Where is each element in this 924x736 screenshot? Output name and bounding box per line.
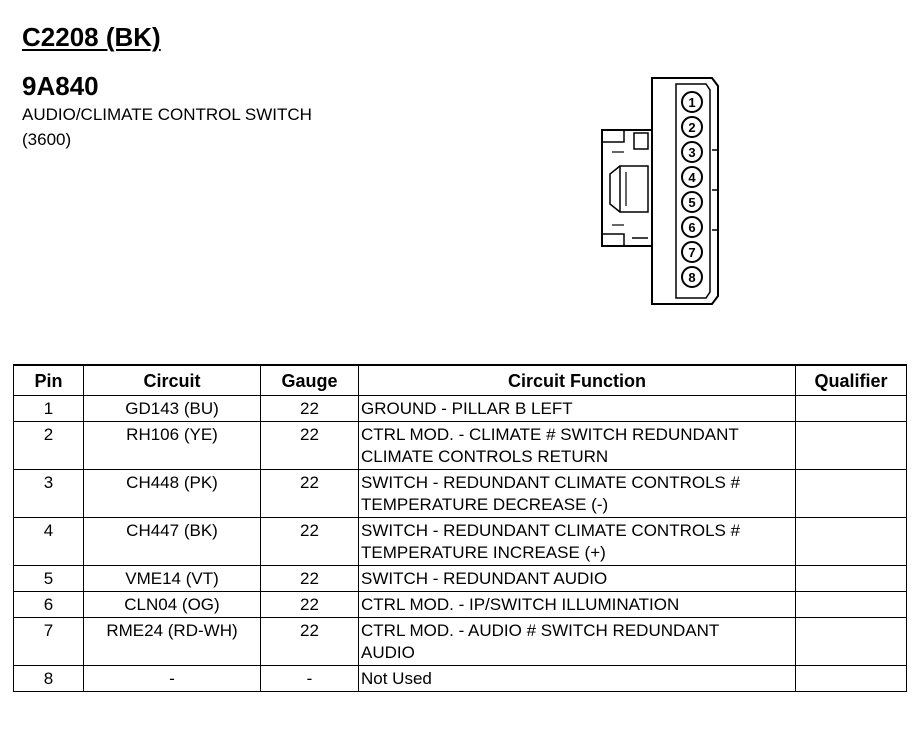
function-cell [359, 666, 796, 692]
pin-4-label: 4 [688, 170, 696, 185]
pin-cell: 3 [14, 470, 84, 518]
function-cell [359, 618, 796, 666]
table-header-row [14, 365, 907, 396]
column-header-qualifier: Qualifier [796, 365, 907, 396]
function-line: Not Used [361, 669, 432, 688]
connector-face-drawing [590, 70, 730, 310]
qualifier-cell [796, 470, 907, 518]
function-cell [359, 518, 796, 566]
qualifier-cell [796, 566, 907, 592]
gauge-cell: 22 [261, 618, 359, 666]
pin-1-marker [682, 92, 702, 112]
circuit-cell: CLN04 (OG) [84, 592, 261, 618]
function-line: GROUND - PILLAR B LEFT [361, 399, 573, 418]
function-line: CTRL MOD. - AUDIO # SWITCH REDUNDANT [361, 621, 720, 640]
function-line: SWITCH - REDUNDANT CLIMATE CONTROLS # [361, 521, 741, 540]
pin-7-marker [682, 242, 702, 262]
function-cell [359, 422, 796, 470]
circuit-cell: CH447 (BK) [84, 518, 261, 566]
function-line: TEMPERATURE DECREASE (-) [361, 495, 609, 514]
circuit-cell: RME24 (RD-WH) [84, 618, 261, 666]
pin-cell: 1 [14, 396, 84, 422]
column-header-pin: Pin [14, 365, 84, 396]
pinout-table [13, 364, 907, 692]
function-cell [359, 396, 796, 422]
pin-cell: 8 [14, 666, 84, 692]
component-name: AUDIO/CLIMATE CONTROL SWITCH [22, 105, 312, 124]
pin-cell: 7 [14, 618, 84, 666]
pin-cell: 6 [14, 592, 84, 618]
circuit-cell: - [84, 666, 261, 692]
qualifier-cell [796, 396, 907, 422]
gauge-cell: 22 [261, 592, 359, 618]
qualifier-cell [796, 518, 907, 566]
pin-8-label: 8 [688, 270, 696, 285]
function-cell [359, 592, 796, 618]
pin-6-marker [682, 217, 702, 237]
gauge-cell: 22 [261, 566, 359, 592]
pin-cell: 4 [14, 518, 84, 566]
function-line: AUDIO [361, 643, 415, 662]
pin-4-marker [682, 167, 702, 187]
table-row [14, 518, 907, 566]
pin-3-label: 3 [688, 145, 696, 160]
gauge-cell: 22 [261, 470, 359, 518]
function-line: CTRL MOD. - IP/SWITCH ILLUMINATION [361, 595, 680, 614]
circuit-cell: CH448 (PK) [84, 470, 261, 518]
function-line: CLIMATE CONTROLS RETURN [361, 447, 609, 466]
table-row [14, 592, 907, 618]
circuit-cell: RH106 (YE) [84, 422, 261, 470]
part-number-heading: 9A840 [22, 71, 99, 101]
pin-6-label: 6 [688, 220, 696, 235]
function-line: CTRL MOD. - CLIMATE # SWITCH REDUNDANT [361, 425, 739, 444]
table-row [14, 422, 907, 470]
gauge-cell: - [261, 666, 359, 692]
pin-7-label: 7 [688, 245, 696, 260]
table-row [14, 566, 907, 592]
pin-2-label: 2 [688, 120, 696, 135]
gauge-cell: 22 [261, 518, 359, 566]
connector-id-heading: C2208 (BK) [22, 22, 161, 52]
circuit-cell: GD143 (BU) [84, 396, 261, 422]
pin-5-label: 5 [688, 195, 696, 210]
pin-8-marker [682, 267, 702, 287]
pin-circles [682, 92, 702, 287]
pin-cell: 2 [14, 422, 84, 470]
table-row [14, 470, 907, 518]
pin-cell: 5 [14, 566, 84, 592]
qualifier-cell [796, 618, 907, 666]
column-header-circuit: Circuit [84, 365, 261, 396]
function-line: SWITCH - REDUNDANT CLIMATE CONTROLS # [361, 473, 741, 492]
gauge-cell: 22 [261, 422, 359, 470]
function-cell [359, 470, 796, 518]
column-header-function: Circuit Function [359, 365, 796, 396]
pin-3-marker [682, 142, 702, 162]
function-line: TEMPERATURE INCREASE (+) [361, 543, 606, 562]
pin-1-label: 1 [688, 95, 696, 110]
function-line: SWITCH - REDUNDANT AUDIO [361, 569, 608, 588]
circuit-cell: VME14 (VT) [84, 566, 261, 592]
component-code: (3600) [22, 130, 72, 149]
qualifier-cell [796, 592, 907, 618]
table-row [14, 618, 907, 666]
qualifier-cell [796, 422, 907, 470]
column-header-gauge: Gauge [261, 365, 359, 396]
table-row [14, 666, 907, 692]
pin-2-marker [682, 117, 702, 137]
function-cell [359, 566, 796, 592]
gauge-cell: 22 [261, 396, 359, 422]
table-row [14, 396, 907, 422]
qualifier-cell [796, 666, 907, 692]
pin-5-marker [682, 192, 702, 212]
